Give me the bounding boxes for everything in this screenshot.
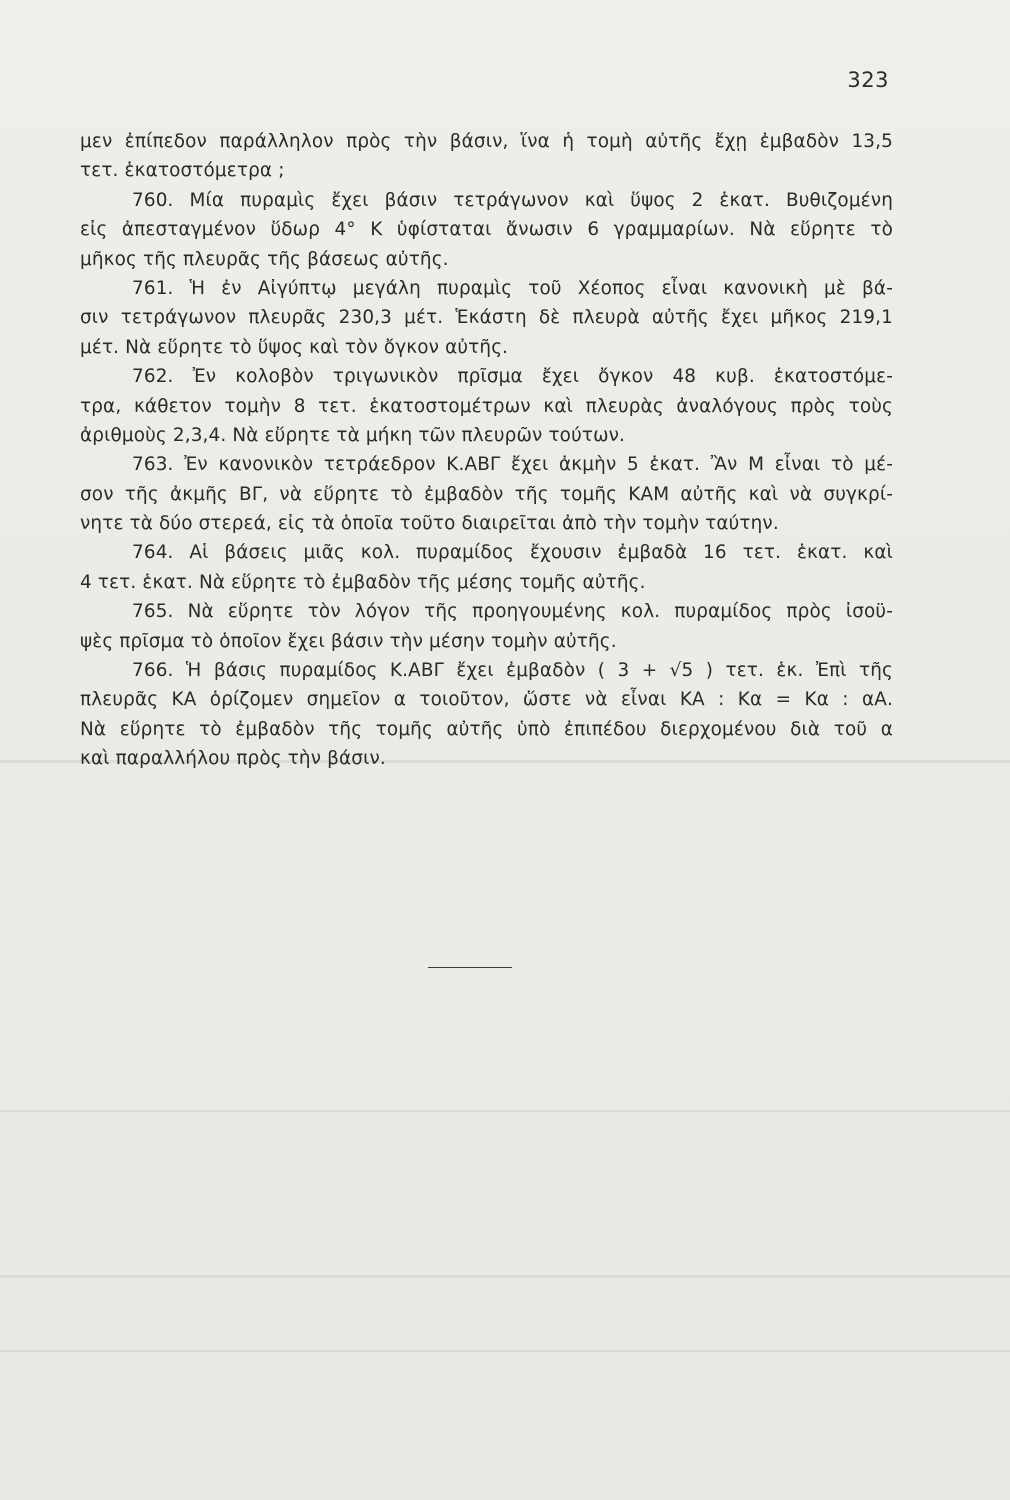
bleed-through-shade bbox=[0, 1110, 1010, 1112]
text-line: τρα, κάθετον τομὴν 8 τετ. ἑκατοστομέτρων καὶ πλευρὰς ἀναλόγους πρὸς τοὺς bbox=[80, 395, 893, 417]
text-line: νητε τὰ δύο στερεά, εἰς τὰ ὁποῖα τοῦτο διαιρεῖται ἀπὸ τὴν τομὴν ταύτην. bbox=[80, 513, 779, 535]
text-line: ἀριθμοὺς 2,3,4. Νὰ εὕρητε τὰ μήκη τῶν πλευρῶν τούτων. bbox=[80, 424, 626, 446]
exercise-764-line: 764. Αἱ βάσεις μιᾶς κολ. πυραμίδος ἔχουσιν ἐμβαδὰ 16 τετ. ἑκατ. καὶ bbox=[132, 542, 893, 564]
text-line: μέτ. Νὰ εὕρητε τὸ ὕψος καὶ τὸν ὄγκον αὐτῆς. bbox=[80, 336, 509, 358]
text-line: 4 τετ. ἑκατ. Νὰ εὕρητε τὸ ἐμβαδὸν τῆς μέσης τομῆς αὐτῆς. bbox=[80, 571, 646, 593]
bleed-through-shade bbox=[0, 1350, 1010, 1352]
text-line: μῆκος τῆς πλευρᾶς τῆς βάσεως αὐτῆς. bbox=[80, 248, 449, 270]
text-line: καὶ παραλλήλου πρὸς τὴν βάσιν. bbox=[80, 748, 386, 770]
text-line: σιν τετράγωνον πλευρᾶς 230,3 μέτ. Ἑκάστη δὲ πλευρὰ αὐτῆς ἔχει μῆκος 219,1 bbox=[80, 307, 893, 329]
section-end-rule bbox=[428, 967, 512, 968]
bleed-through-shade bbox=[0, 1275, 1010, 1278]
text-line: μεν ἐπίπεδον παράλληλον πρὸς τὴν βάσιν, ἵνα ἡ τομὴ αὐτῆς ἔχῃ ἐμβαδὸν 13,5 bbox=[80, 131, 893, 152]
text-line: εἰς ἀπεσταγμένον ὕδωρ 4° Κ ὑφίσταται ἄνωσιν 6 γραμμαρίων. Νὰ εὕρητε τὸ bbox=[80, 219, 893, 241]
exercise-766-line: 766. Ἡ βάσις πυραμίδος Κ.ΑΒΓ ἔχει ἐμβαδὸν ( 3 + √5 ) τετ. ἑκ. Ἐπὶ τῆς bbox=[132, 660, 893, 682]
page-number: 323 bbox=[847, 68, 889, 92]
exercise-762-line: 762. Ἐν κολοβὸν τριγωνικὸν πρῖσμα ἔχει ὄγκον 48 κυβ. ἑκατοστόμε- bbox=[132, 366, 893, 388]
text-line: τετ. ἑκατοστόμετρα ; bbox=[80, 160, 285, 182]
text-line: σον τῆς ἀκμῆς ΒΓ, νὰ εὕρητε τὸ ἐμβαδὸν τῆς τομῆς ΚΑΜ αὐτῆς καὶ νὰ συγκρί- bbox=[80, 483, 893, 505]
text-line: Νὰ εὕρητε τὸ ἐμβαδὸν τῆς τομῆς αὐτῆς ὑπὸ ἐπιπέδου διερχομένου διὰ τοῦ α bbox=[80, 718, 893, 740]
exercise-760-line: 760. Μία πυραμὶς ἔχει βάσιν τετράγωνον καὶ ὕψος 2 ἑκατ. Βυθιζομένη bbox=[132, 189, 893, 211]
exercise-763-line: 763. Ἐν κανονικὸν τετράεδρον Κ.ΑΒΓ ἔχει ἀκμὴν 5 ἑκατ. Ἂν Μ εἶναι τὸ μέ- bbox=[132, 454, 893, 476]
exercise-text-block bbox=[80, 127, 893, 774]
exercise-765-line: 765. Νὰ εὕρητε τὸν λόγον τῆς προηγουμένης κολ. πυραμίδος πρὸς ἰσοϋ- bbox=[132, 601, 893, 623]
text-line: πλευρᾶς ΚΑ ὁρίζομεν σημεῖον α τοιοῦτον, ὥστε νὰ εἶναι ΚΑ : Κα = Κα : αΑ. bbox=[80, 689, 893, 711]
exercise-761-line: 761. Ἡ ἐν Αἰγύπτῳ μεγάλη πυραμὶς τοῦ Χέοπος εἶναι κανονικὴ μὲ βά- bbox=[132, 277, 893, 299]
text-line: ψὲς πρῖσμα τὸ ὁποῖον ἔχει βάσιν τὴν μέσην τομὴν αὐτῆς. bbox=[80, 630, 617, 652]
